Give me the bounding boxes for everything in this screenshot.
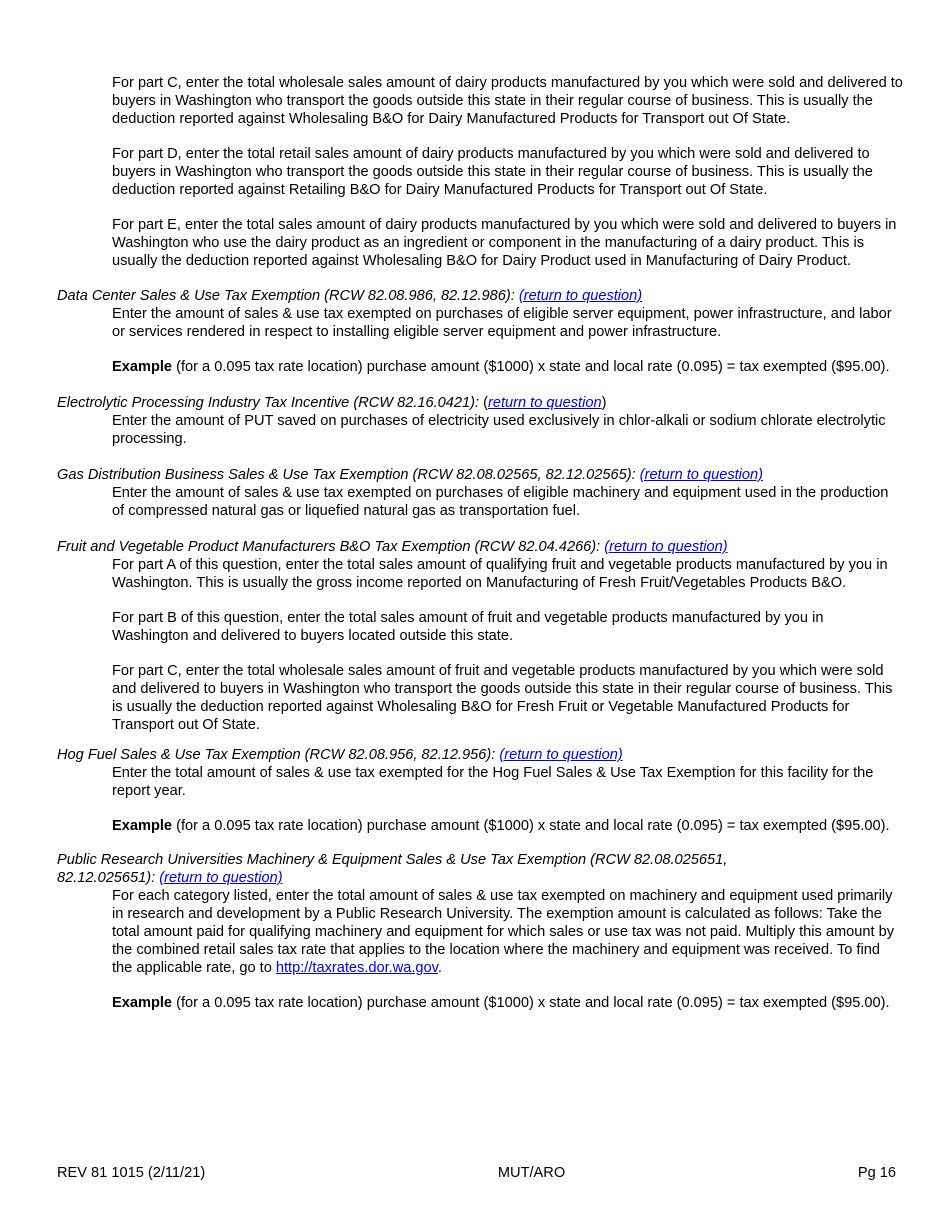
example-text <box>112 358 903 376</box>
page-number: Pg 16 <box>857 1165 896 1181</box>
body-text: For each category listed, enter the total amount of sales & use tax exempted on machinery and equipment used primarily in research and development by a Public Research University. The exemption amount is calculated as follows: Take the total amount paid for qualifying machinery and equipment for which sales or use tax was not paid. Multiply this amount by the combined retail sales tax rate that applies to the location where the machinery and equipment was received. To find the applicable rate, go to <box>112 888 894 976</box>
page-footer <box>57 1164 896 1182</box>
section-body: Enter the total amount of sales & use tax exempted for the Hog Fuel Sales & Use Tax Exemption for this facility for the report year. <box>112 765 874 799</box>
paren-close: ) <box>601 395 607 411</box>
section-title: Electrolytic Processing Industry Tax Incentive (RCW 82.16.0421): <box>57 395 480 411</box>
section-electrolytic <box>57 394 903 448</box>
form-number: REV 81 1015 (2/11/21) <box>57 1165 206 1181</box>
example-body: (for a 0.095 tax rate location) purchase amount ($1000) x state and local rate (0.095) = tax exempted ($95.00). <box>172 995 890 1011</box>
section-hog-fuel <box>57 746 903 835</box>
return-to-question-link[interactable]: (return to question) <box>518 288 643 304</box>
section-heading <box>57 394 903 412</box>
section-body <box>112 887 903 977</box>
section-title: Hog Fuel Sales & Use Tax Exemption (RCW 82.08.956, 82.12.956): <box>57 747 496 763</box>
dairy-parts <box>112 74 903 270</box>
dairy-part-e: For part E, enter the total sales amount of dairy products manufactured by you which were sold and delivered to buyers in Washington who use the dairy product as an ingredient or component in the manufacturing of a dairy product. This is usually the deduction reported against Wholesaling B&O for Dairy Product used in Manufacturing of Dairy Product. <box>112 217 897 269</box>
section-gas-distribution <box>57 466 903 520</box>
example-body: (for a 0.095 tax rate location) purchase amount ($1000) x state and local rate (0.095) = tax exempted ($95.00). <box>172 359 890 375</box>
return-to-question-link[interactable]: (return to question) <box>159 870 283 886</box>
document-page <box>57 74 903 1012</box>
return-to-question-link[interactable]: return to question <box>488 395 602 411</box>
example-text <box>112 994 903 1012</box>
section-fruit-vegetable <box>57 538 903 734</box>
section-title: Fruit and Vegetable Product Manufacturers B&O Tax Exemption (RCW 82.04.4266): <box>57 539 601 555</box>
taxrates-link[interactable]: http://taxrates.dor.wa.gov <box>275 960 438 976</box>
section-body: Enter the amount of sales & use tax exempted on purchases of eligible server equipment, power infrastructure, and labor or services rendered in respect to installing eligible server equipment and power infrastructure. <box>112 306 892 340</box>
section-heading <box>57 287 903 305</box>
return-to-question-link[interactable]: (return to question) <box>604 539 728 555</box>
paren-open: ( <box>483 395 488 411</box>
return-to-question-link[interactable]: (return to question) <box>639 467 764 483</box>
fruit-part-c: For part C, enter the total wholesale sales amount of fruit and vegetable products manufactured by you which were sold and delivered to buyers in Washington who transport the goods outside this state in their regular course of business. This is usually the deduction reported against Wholesaling B&O for Fresh Fruit or Vegetable Manufactured Products for Transport out Of State. <box>112 663 893 733</box>
section-heading <box>57 466 903 484</box>
return-to-question-link[interactable]: (return to question) <box>499 747 623 763</box>
example-label: Example <box>112 818 173 834</box>
section-data-center <box>57 287 903 376</box>
section-title: Gas Distribution Business Sales & Use Tax Exemption (RCW 82.08.02565, 82.12.02565): <box>57 467 636 483</box>
fruit-part-a: For part A of this question, enter the total sales amount of qualifying fruit and vegetable products manufactured by you in Washington. This is usually the gross income reported on Manufacturing of Fresh Fruit/Vegetables Products B&O. <box>112 557 888 591</box>
section-title: Public Research Universities Machinery & Equipment Sales & Use Tax Exemption (RCW 82.08.025651, 82.12.025651): <box>57 852 728 886</box>
example-body: (for a 0.095 tax rate location) purchase amount ($1000) x state and local rate (0.095) = tax exempted ($95.00). <box>172 818 890 834</box>
example-label: Example <box>112 995 173 1011</box>
section-heading <box>57 851 787 887</box>
dairy-part-c: For part C, enter the total wholesale sales amount of dairy products manufactured by you which were sold and delivered to buyers in Washington who transport the goods outside this state in their regular course of business. This is usually the deduction reported against Wholesaling B&O for Dairy Manufactured Products for Transport out Of State. <box>112 75 903 127</box>
period: . <box>437 960 442 976</box>
fruit-part-b: For part B of this question, enter the total sales amount of fruit and vegetable products manufactured by you in Washington and delivered to buyers located outside this state. <box>112 610 824 644</box>
section-body: Enter the amount of sales & use tax exempted on purchases of eligible machinery and equipment used in the production of compressed natural gas or liquefied natural gas as transportation fuel. <box>112 485 889 519</box>
section-title: Data Center Sales & Use Tax Exemption (RCW 82.08.986, 82.12.986): <box>57 288 515 304</box>
example-text <box>112 817 903 835</box>
section-heading <box>57 746 903 764</box>
form-code: MUT/ARO <box>497 1165 566 1181</box>
example-label: Example <box>112 359 173 375</box>
section-heading <box>57 538 903 556</box>
dairy-part-d: For part D, enter the total retail sales amount of dairy products manufactured by you which were sold and delivered to buyers in Washington who transport the goods outside this state in their regular course of business. This is usually the deduction reported against Retailing B&O for Dairy Manufactured Products for Transport out Of State. <box>112 146 873 198</box>
section-public-research <box>57 851 903 1012</box>
section-body: Enter the amount of PUT saved on purchases of electricity used exclusively in chlor-alkali or sodium chlorate electrolytic processing. <box>112 413 886 447</box>
